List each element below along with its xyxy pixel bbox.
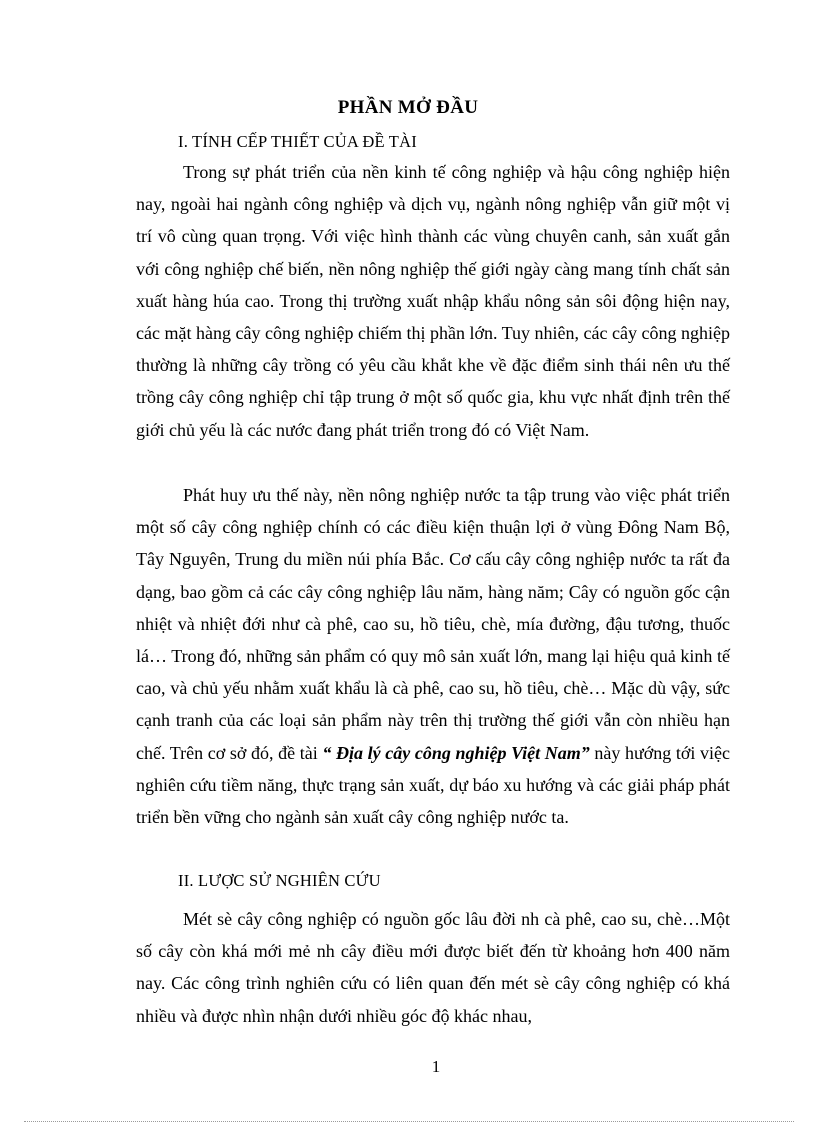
paragraph-advantages-text-end: này hướng tới việc nghiên cứu tiềm năng, thực trạng sản xuất, dự báo xu hướng và các giải pháp phát triển bền vững cho ngành sản xuất cây công nghiệp nước ta. <box>136 742 731 828</box>
paragraph-advantages <box>136 479 730 833</box>
section-heading-urgency: I. TÍNH CẾP THIẾT CỦA ĐỀ TÀI <box>178 132 417 151</box>
paragraph-intro: Trong sự phát triển của nền kinh tế công nghiệp và hậu công nghiệp hiện nay, ngoài hai ngành công nghiệp và dịch vụ, ngành nông nghiệp vẫn giữ một vị trí vô cùng quan trọng. Với việc hình thành các vùng chuyên canh, sản xuất gắn với công nghiệp chế biến, nền nông nghiệp thế giới ngày càng mang tính chất sản xuất hàng húa cao. Trong thị trường xuất nhập khẩu nông sản sôi động hiện nay, các mặt hàng cây công nghiệp chiếm thị phần lớn. Tuy nhiên, các cây công nghiệp thường là những cây trồng có yêu cầu khắt khe về đặc điểm sinh thái nên ưu thế trồng cây công nghiệp chỉ tập trung ở một số quốc gia, khu vực nhất định trên thế giới chủ yếu là các nước đang phát triển trong đó có Việt Nam. <box>136 162 730 440</box>
paragraph-advantages-text-start: Phát huy ưu thế này, nền nông nghiệp nước ta tập trung vào việc phát triển một số cây công nghiệp chính có các điều kiện thuận lợi ở vùng Đông Nam Bộ, Tây Nguyên, Trung du miền núi phía Bắc. Cơ cấu cây công nghiệp nước ta rất đa dạng, bao gồm cả các cây công nghiệp lâu năm, hàng năm; Cây có nguồn gốc cận nhiệt và nhiệt đới như cà phê, cao su, hồ tiêu, chè, mía đường, đậu tương, thuốc lá… Trong đó, những sản phẩm có quy mô sản xuất lớn, mang lại hiệu quả kinh tế cao, và chủ yếu nhằm xuất khẩu là cà phê, cao su, hồ tiêu, chè… Mặc dù vậy, sức cạnh tranh của các loại sản phẩm này trên thị trường thế giới vẫn còn nhiều hạn chế. Trên cơ sở đó, đề tài <box>136 485 730 763</box>
topic-title-emphasis: “ Địa lý cây công nghiệp Việt Nam” <box>322 742 590 763</box>
paragraph-research-history: Mét sè cây công nghiệp có nguồn gốc lâu đời nh cà phê, cao su, chè…Một số cây còn khá mới mẻ nh cây điều mới được biết đến từ khoảng hơn 400 năm nay. Các công trình nghiên cứu có liên quan đến mét sè cây công nghiệp có khá nhiều và được nhìn nhận dưới nhiều góc độ khác nhau, <box>136 909 730 1026</box>
page-bottom-divider <box>24 1121 794 1122</box>
section-heading-research-history: II. LƯỢC SỬ NGHIÊN CỨU <box>178 871 381 890</box>
page-title: PHẦN MỞ ĐẦU <box>337 97 479 118</box>
page-number: 1 <box>431 1057 441 1076</box>
